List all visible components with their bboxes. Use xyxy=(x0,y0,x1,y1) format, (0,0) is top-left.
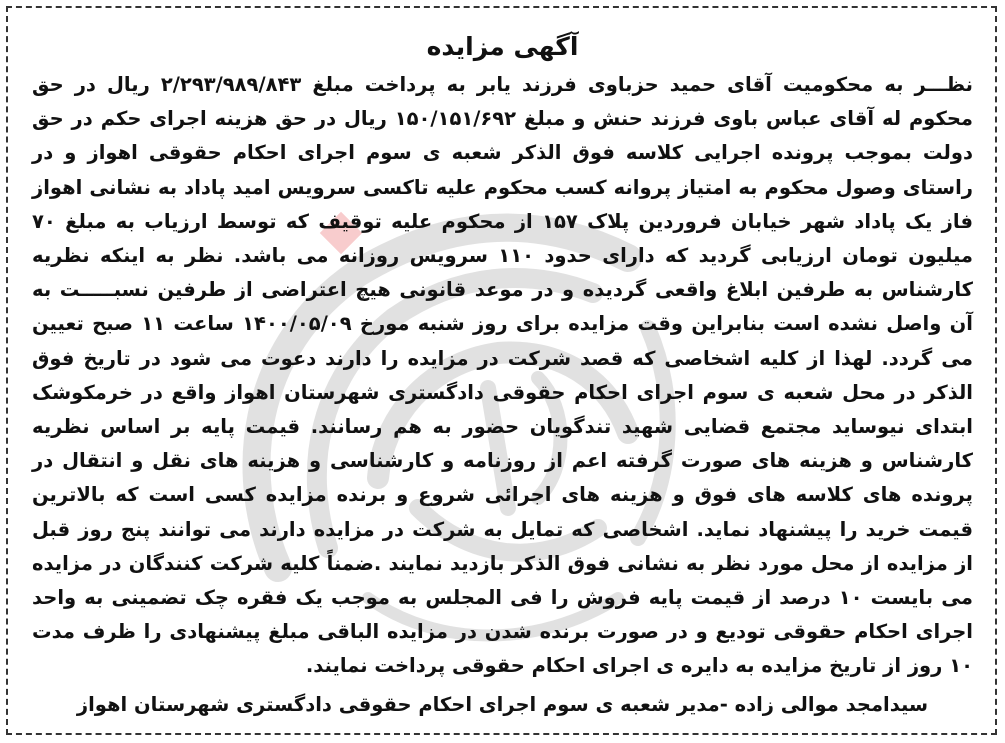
notice-frame xyxy=(6,6,997,735)
notice-title: آگهی مزایده xyxy=(426,32,579,61)
notice-body: نظـــر به محکومیت آقای حمید حزباوی فرزند یابر به پرداخت مبلغ ۲/۲۹۳/۹۸۹/۸۴۳ ریال در حق محکوم له آقای عباس باوی فرزند حنش و مبلغ ۱۵۰/۱۵۱/۶۹۲ ریال در حق هزینه اجرای حکم در حق دولت بموجب پرونده اجرایی کلاسه فوق الذکر شعبه ی سوم اجرای احکام حقوقی اهواز و در راستای وصول محکوم به امتیاز پروانه کسب محکوم علیه تاکسی سرویس امید پاداد به نشانی اهواز فاز یک پاداد شهر خیابان فروردین پلاک ۱۵۷ از محکوم علیه توقیف که توسط ارزیاب به مبلغ ۷۰ میلیون تومان ارزیابی گردید که دارای حدود ۱۱۰ سرویس روزانه می باشد. نظر به اینکه نظریه کارشناس به طرفین ابلاغ واقعی گردیده و در موعد قانونی هیچ اعتراضی از طرفین نسبـــــت به آن واصل نشده است بنابراین وقت مزایده برای روز شنبه مورخ ۱۴۰۰/۰۵/۰۹ ساعت ۱۱ صبح تعیین می گردد. لهذا از کلیه اشخاصی که قصد شرکت در مزایده را دارند دعوت می شود در تاریخ فوق الذکر در محل شعبه ی سوم اجرای احکام حقوقی دادگستری شهرستان اهواز واقع در خرمکوشک ابتدای نیوساید مجتمع قضایی شهید تندگویان حضور به هم رسانند. قیمت پایه بر اساس نظریه کارشناس و هزینه های صورت گرفته اعم از روزنامه و کارشناسی و هزینه های نقل و انتقال در پرونده های کلاسه های فوق و هزینه های اجرائی شروع و برنده مزایده کسی است که بالاترین قیمت خرید را پیشنهاد نماید. اشخاصی که تمایل به شرکت در مزایده دارند می توانند پنج روز قبل از مزایده از محل مورد نظر به نشانی فوق الذکر بازدید نمایند .ضمناً کلیه شرکت کنندگان در مزایده می بایست ۱۰ درصد از قیمت پایه فروش را فی المجلس به موجب یک فقره چک تضمینی به واحد اجرای احکام حقوقی تودیع و در صورت برنده شدن در مزایده الباقی مبلغ پیشنهادی را ظرف مدت ۱۰ روز از تاریخ مزایده به دایره ی اجرای احکام حقوقی پرداخت نمایند. xyxy=(32,73,973,678)
notice-signature: سیدامجد موالی زاده -مدیر شعبه ی سوم اجرای احکام حقوقی دادگستری شهرستان اهواز xyxy=(76,692,929,716)
notice-content xyxy=(32,28,973,722)
